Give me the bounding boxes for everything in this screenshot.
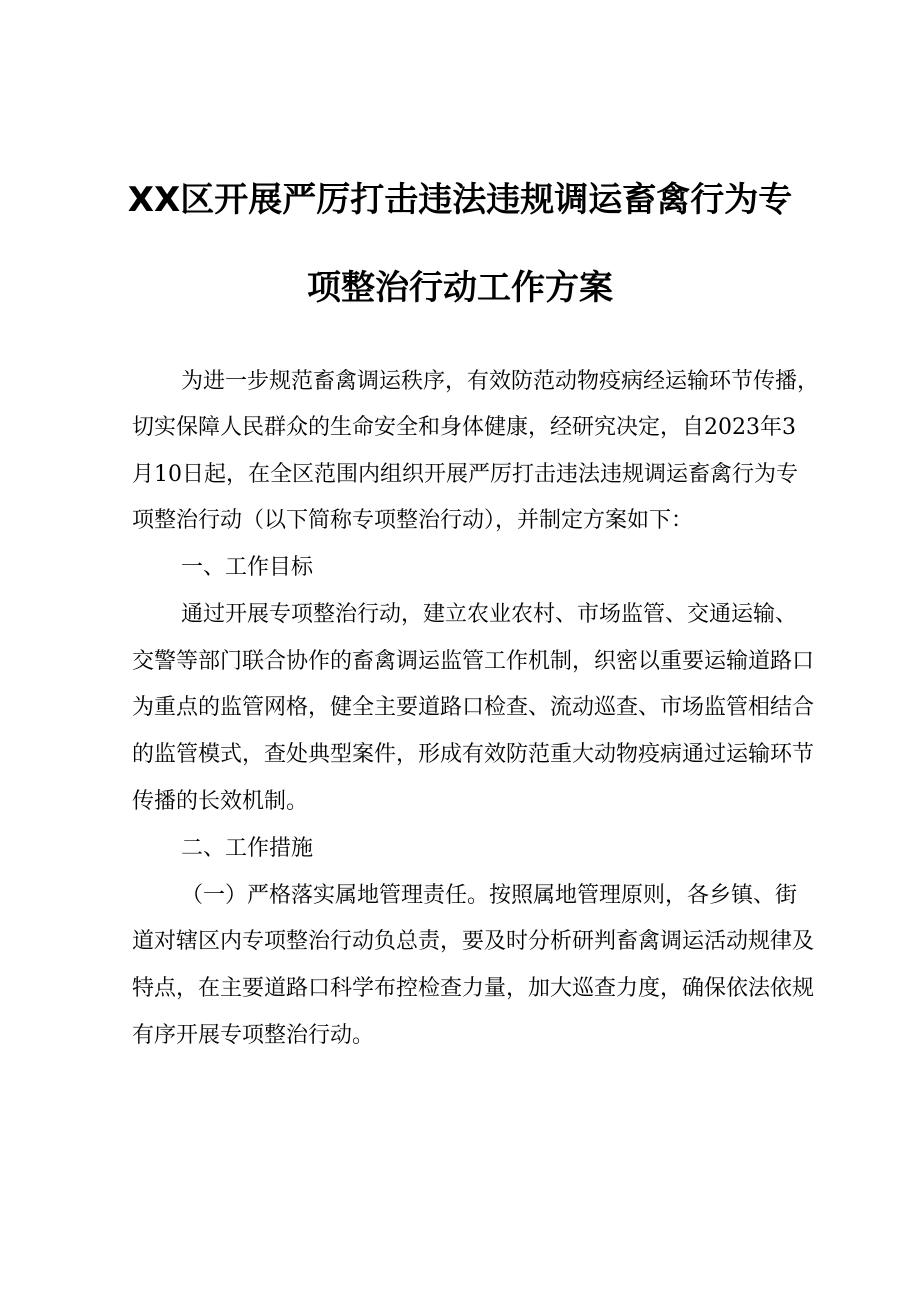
section-1-line-1: 通过开展专项整治行动，建立农业农村、市场监管、交通运输、 bbox=[181, 602, 798, 627]
section-1-line-4: 的监管模式，查处典型案件，形成有效防范重大动物疫病通过运输环节 bbox=[132, 742, 815, 767]
subsection-1-line-1: （一）严格落实属地管理责任。按照属地管理原则，各乡镇、街 bbox=[181, 883, 798, 908]
section-1-line-2: 交警等部门联合协作的畜禽调运监管工作机制，织密以重要运输道路口 bbox=[132, 649, 815, 674]
section-1-heading: 一、工作目标 bbox=[181, 555, 314, 580]
document-title-line-1: XX区开展严厉打击违法违规调运畜禽行为专 bbox=[127, 180, 793, 220]
section-1-line-3: 为重点的监管网格，健全主要道路口检查、流动巡查、市场监管相结合 bbox=[132, 695, 815, 720]
subsection-1-line-3: 特点，在主要道路口科学布控检查力量，加大巡查力度，确保依法依规 bbox=[132, 976, 815, 1001]
intro-line-2: 切实保障人民群众的生命安全和身体健康，经研究决定，自2023年3 bbox=[132, 415, 796, 440]
subsection-1-line-2: 道对辖区内专项整治行动负总责，要及时分析研判畜禽调运活动规律及 bbox=[132, 929, 815, 954]
section-1-line-5: 传播的长效机制。 bbox=[132, 789, 309, 814]
intro-line-4: 项整治行动（以下简称专项整治行动），并制定方案如下： bbox=[132, 508, 694, 533]
section-2-heading: 二、工作措施 bbox=[181, 836, 314, 861]
intro-line-1: 为进一步规范畜禽调运秩序，有效防范动物疫病经运输环节传播， bbox=[181, 369, 820, 394]
document-title-line-2: 项整治行动工作方案 bbox=[307, 268, 613, 308]
intro-line-3: 月10日起，在全区范围内组织开展严厉打击违法违规调运畜禽行为专 bbox=[132, 462, 798, 487]
subsection-1-line-4: 有序开展专项整治行动。 bbox=[132, 1023, 375, 1048]
